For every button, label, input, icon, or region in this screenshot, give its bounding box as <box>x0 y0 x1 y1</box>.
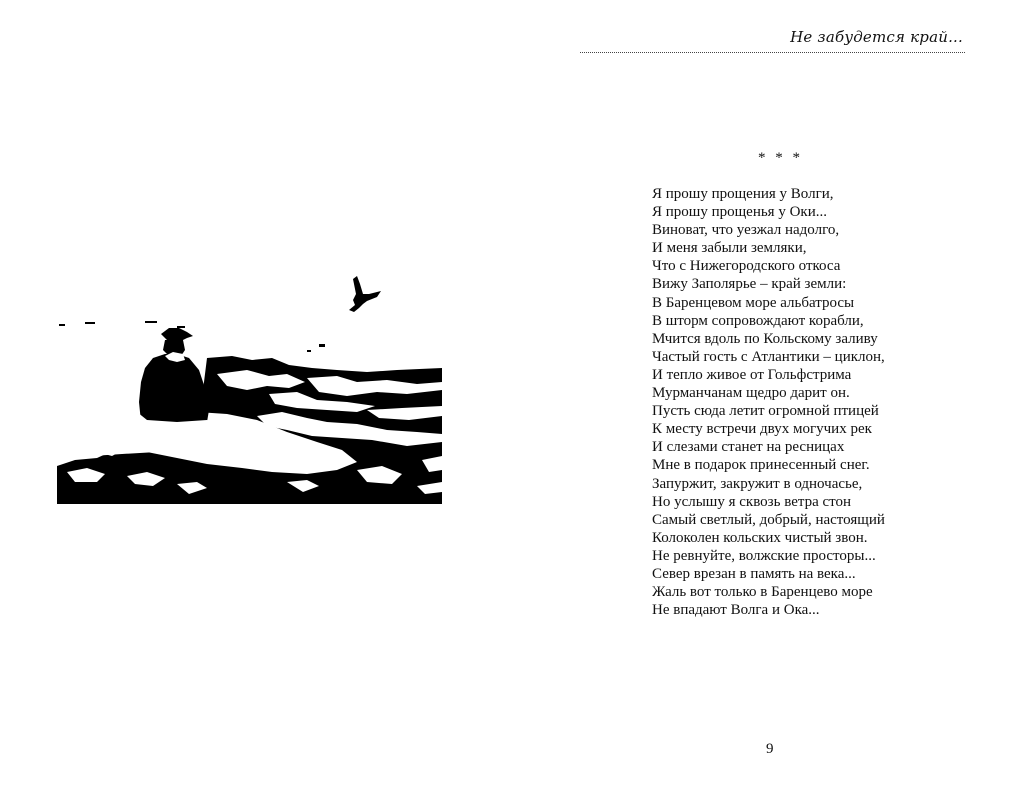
poem-line: И слезами станет на ресницах <box>652 439 845 456</box>
illustration-man-on-shore <box>57 270 442 504</box>
poem-line: Но услышу я сквозь ветра стон <box>652 493 852 510</box>
poem-line: Частый гость с Атлантики – циклон, <box>652 348 885 365</box>
poem-line: Я прошу прощения у Волги, <box>652 186 834 202</box>
poem-line: Не ревнуйте, волжские просторы... <box>652 547 876 564</box>
poem-line: В шторм сопровождают корабли, <box>652 312 864 329</box>
poem-line: Жаль вот только в Баренцево море <box>652 584 873 601</box>
poem-line: И меня забыли земляки, <box>652 240 807 257</box>
poem-line: К месту встречи двух могучих рек <box>652 421 872 438</box>
poem-line: Колоколен кольских чистый звон. <box>652 529 868 546</box>
page-number: 9 <box>766 741 774 757</box>
poem-line: Самый светлый, добрый, настоящий <box>652 511 885 528</box>
poem-line: Пусть сюда летит огромной птицей <box>652 403 879 420</box>
poem-separator: * * * <box>758 150 803 166</box>
poem-line: Север врезан в память на века... <box>652 565 856 582</box>
poem <box>652 150 982 619</box>
poem-line: Запуржит, закружит в одночасье, <box>652 475 863 492</box>
running-title: Не забудется край... <box>790 28 963 46</box>
poem-line: Мурманчанам щедро дарит он. <box>652 385 850 402</box>
poem-line: Я прошу прощенья у Оки... <box>652 204 827 221</box>
seagull-icon <box>349 276 381 312</box>
poem-line: Что с Нижегородского откоса <box>652 258 841 275</box>
poem-lines <box>652 185 982 619</box>
man-silhouette <box>139 328 209 422</box>
poem-line: Не впадают Волга и Ока... <box>652 602 820 619</box>
poem-line: И тепло живое от Гольфстрима <box>652 366 852 383</box>
poem-line: В Баренцевом море альбатросы <box>652 294 855 311</box>
poem-line: Виноват, что уезжал надолго, <box>652 222 840 239</box>
poem-line: Мне в подарок принесенный снег. <box>652 457 870 474</box>
running-head <box>580 28 965 53</box>
poem-line: Вижу Заполярье – край земли: <box>652 276 847 293</box>
poem-line: Мчится вдоль по Кольскому заливу <box>652 330 878 347</box>
